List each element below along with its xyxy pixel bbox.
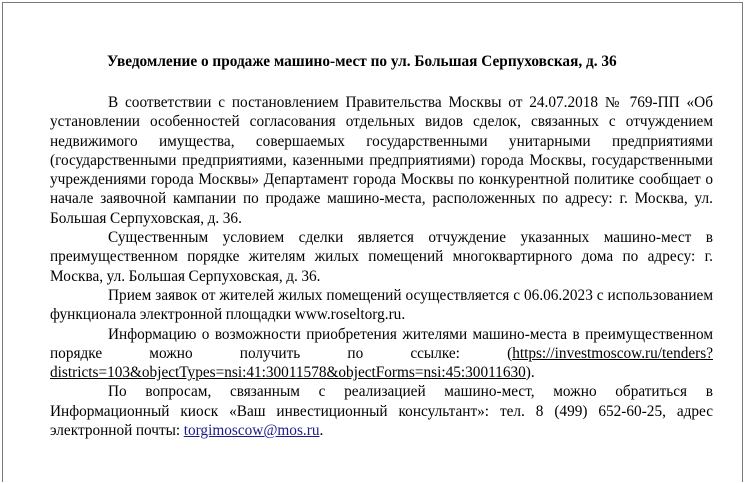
info-end: ). <box>525 364 535 382</box>
paragraph-info-link <box>50 325 713 383</box>
document-body <box>50 51 713 440</box>
paragraph-applications: Прием заявок от жителей жилых помещений осуществляется с 06.06.2023 с использованием функционала электронной площадки www.roseltorg.ru. <box>50 286 713 324</box>
paragraph-contacts <box>50 382 713 440</box>
contacts-end: . <box>319 422 324 440</box>
contacts-text: По вопросам, связанным с реализацией машино-мест, можно обратиться в Информационный киоск «Ваш инвестиционный консультант»: тел. 8 (499) 652-60-25, адрес электронной почты: <box>50 383 713 440</box>
paragraph-decree: В соответствии с постановлением Правительства Москвы от 24.07.2018 № 769-ПП «Об установлении особенностей согласования отдельных видов сделок, связанных с отчуждением недвижимого имущества, совершаемых государственными унитарными предприятиями (государственными предприятиями, казенными предприятиями) города Москвы, государственными учреждениями города Москвы» Департамент города Москвы по конкурентной политике сообщает о начале заявочной кампании по продаже машино-места, расположенных по адресу: г. Москва, ул. Большая Серпуховская, д. 36. <box>50 94 713 227</box>
info-text: Информацию о возможности приобретения жителями машино-места в преимущественном порядке можно получить по ссылке: ( <box>50 325 713 362</box>
paragraph-condition: Существенным условием сделки является отчуждение указанных машино-мест в преимущественном порядке жителям жилых помещений многоквартирного дома по адресу: г. Москва, ул. Большая Серпуховская, д. 36. <box>50 229 713 285</box>
investmoscow-link[interactable]: https://investmoscow.ru/tenders?districts=103&objectTypes=nsi:41:30011578&objectForms=nsi:45:30011630 <box>50 344 713 382</box>
document-title: Уведомление о продаже машино-мест по ул. Большая Серпуховская, д. 36 <box>107 53 617 70</box>
email-link[interactable]: torgimoscow@mos.ru <box>183 422 320 440</box>
